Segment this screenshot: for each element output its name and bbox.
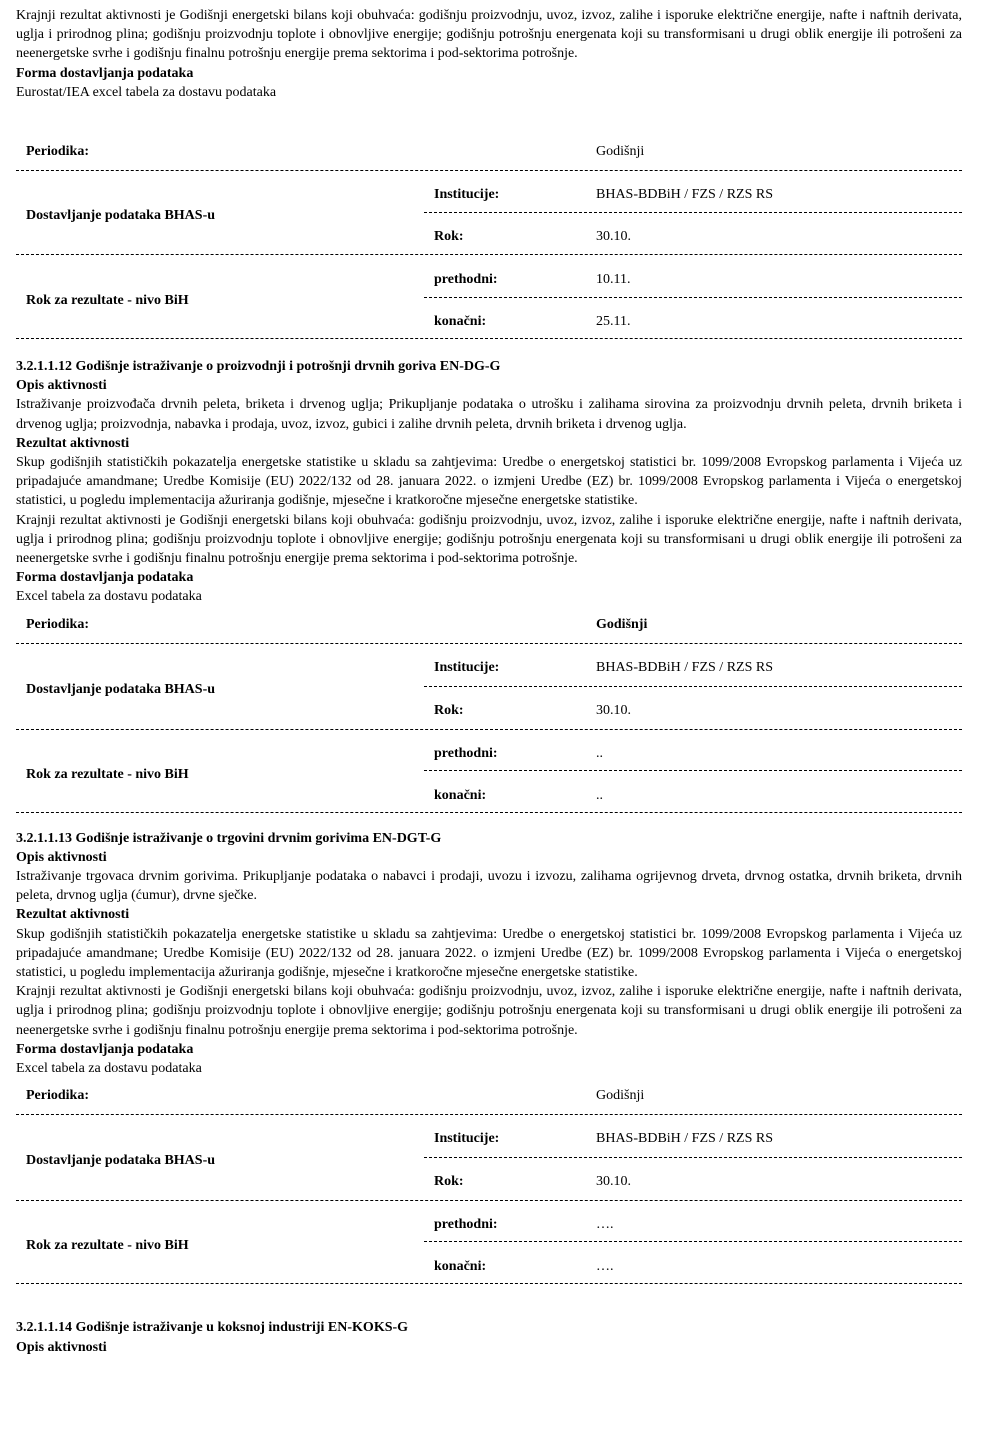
prethodni-label: prethodni: bbox=[434, 745, 498, 761]
rok-rezultate-label: Rok za rezultate - nivo BiH bbox=[26, 766, 189, 782]
divider bbox=[424, 1241, 962, 1242]
section-title: 3.2.1.1.13 Godišnje istraživanje o trgovini drvnim gorivima EN-DGT-G bbox=[16, 830, 442, 846]
prethodni-label: prethodni: bbox=[434, 272, 498, 288]
institucije-label: Institucije: bbox=[434, 659, 500, 675]
opis-heading: Opis aktivnosti bbox=[16, 1339, 107, 1355]
konacni-label: konačni: bbox=[434, 1259, 487, 1275]
prethodni-value: .. bbox=[596, 745, 603, 761]
schedule-table bbox=[16, 1078, 962, 1318]
divider bbox=[424, 212, 962, 213]
rezultat-text: Krajnji rezultat aktivnosti je Godišnji energetski bilans koji obuhvaća: godišnju proizvodnju, uvoz, izvoz, zalihe i isporuke električne energije, nafte i naftnih derivata, uglja i prirodnog plina; godišnju proizvodnju toplote i obnovljive energije; godišnju potrošnju energenata koji su transformisani u drugi oblik energije ili potrošeni za neenergetske svrhe i godišnju finalnu potrošnju energije prema sektorima i pod-sektorima potrošnje. bbox=[16, 512, 962, 567]
divider bbox=[16, 338, 962, 339]
rok-value: 30.10. bbox=[596, 229, 631, 245]
divider bbox=[16, 643, 962, 644]
rok-value: 30.10. bbox=[596, 1174, 631, 1190]
institucije-label: Institucije: bbox=[434, 1131, 500, 1147]
schedule-table bbox=[16, 102, 962, 330]
konacni-value: 25.11. bbox=[596, 314, 631, 330]
schedule-table bbox=[16, 607, 962, 829]
prethodni-value: 10.11. bbox=[596, 272, 631, 288]
dostavljanje-label: Dostavljanje podataka BHAS-u bbox=[26, 1153, 216, 1169]
konacni-value: …. bbox=[596, 1259, 614, 1275]
rezultat-text: Krajnji rezultat aktivnosti je Godišnji energetski bilans koji obuhvaća: godišnju proizvodnju, uvoz, izvoz, zalihe i isporuke električne energije, nafte i naftnih derivata, uglja i prirodnog plina; godišnju proizvodnju toplote i obnovljive energije; godišnju potrošnju energenata koji su transformisani u drugi oblik energije ili potrošeni za neenergetske svrhe i godišnju finalnu potrošnju energije prema sektorima i pod-sektorima potrošnje. bbox=[16, 984, 962, 1038]
divider bbox=[16, 254, 962, 255]
opis-heading: Opis aktivnosti bbox=[16, 378, 107, 394]
rezultat-text: Skup godišnjih statističkih pokazatelja energetske statistike u skladu sa zahtjevima: Uredbe o energetskoj statistici br. 1099/2008 Evropskog parlamenta i Vijeća uz pripadajuće amandmane; Uredbe Komisije (EU) 2022/132 od 28. januara 2022. o izmjeni Uredbe (EZ) br. 1099/2008 Evropskog parlamenta i Vijeća o energetskoj statistici, u pogledu implementacija ažuriranja godišnje, mjesečne i kratkoročne mjesečne energetske statistike. bbox=[16, 926, 962, 981]
dostavljanje-label: Dostavljanje podataka BHAS-u bbox=[26, 208, 216, 224]
institucije-value: BHAS-BDBiH / FZS / RZS RS bbox=[596, 187, 773, 203]
section-title: 3.2.1.1.14 Godišnje istraživanje u koksnoj industriji EN-KOKS-G bbox=[16, 1320, 409, 1336]
forma-heading: Forma dostavljanja podataka bbox=[16, 1041, 194, 1057]
opis-text: Istraživanje trgovaca drvnim gorivima. Prikupljanje podataka o nabavci i prodaji, uvozu i izvozu, zalihama ogrijevnog drveta, drvnog ostatka, drvnih briketa, drvnih peleta, drvnog uglja (ćumur), drvne sječke. bbox=[16, 869, 962, 904]
divider bbox=[16, 1200, 962, 1201]
forma-text: Excel tabela za dostavu podataka bbox=[16, 589, 202, 605]
prethodni-label: prethodni: bbox=[434, 1217, 498, 1233]
rezultat-heading: Rezultat aktivnosti bbox=[16, 907, 130, 923]
periodika-label: Periodika: bbox=[26, 1088, 89, 1104]
institucije-label: Institucije: bbox=[434, 187, 500, 203]
rok-rezultate-label: Rok za rezultate - nivo BiH bbox=[26, 293, 189, 309]
divider bbox=[16, 1283, 962, 1284]
konacni-value: .. bbox=[596, 787, 603, 803]
konacni-label: konačni: bbox=[434, 787, 487, 803]
divider bbox=[16, 729, 962, 730]
divider bbox=[424, 1157, 962, 1158]
rezultat-text: Skup godišnjih statističkih pokazatelja energetske statistike u skladu sa zahtjevima: Uredbe o energetskoj statistici br. 1099/2008 Evropskog parlamenta i Vijeća uz pripadajuće amandmane; Uredbe Komisije (EU) 2022/132 od 28. januara 2022. o izmjeni Uredbe (EZ) br. 1099/2008 Evropskog parlamenta i Vijeća o energetskoj statistici, u pogledu implementacija ažuriranja godišnje, mjesečne i kratkoročne mjesečne energetske statistike. bbox=[16, 455, 962, 509]
opis-text: Istraživanje proizvođača drvnih peleta, briketa i drvenog uglja; Prikupljanje podataka o utrošku i zalihama sirovina za proizvodnju drvnih peleta, drvnih briketa i drvenog uglja; proizvodnja, nabavka i prodaja, uvoz, izvoz, gubici i zalihe drvnih peleta, drvnih briketa i drvenog uglja. bbox=[16, 397, 962, 432]
rezultat-heading: Rezultat aktivnosti bbox=[16, 435, 130, 451]
institucije-value: BHAS-BDBiH / FZS / RZS RS bbox=[596, 1131, 773, 1147]
divider bbox=[16, 1114, 962, 1115]
konacni-label: konačni: bbox=[434, 314, 487, 330]
divider bbox=[424, 686, 962, 687]
periodika-value: Godišnji bbox=[596, 144, 645, 160]
rok-label: Rok: bbox=[434, 1174, 464, 1190]
institucije-value: BHAS-BDBiH / FZS / RZS RS bbox=[596, 659, 773, 675]
dostavljanje-label: Dostavljanje podataka BHAS-u bbox=[26, 681, 216, 697]
periodika-label: Periodika: bbox=[26, 144, 89, 160]
divider bbox=[16, 170, 962, 171]
rok-label: Rok: bbox=[434, 229, 464, 245]
rok-rezultate-label: Rok za rezultate - nivo BiH bbox=[26, 1238, 189, 1254]
intro-paragraph: Krajnji rezultat aktivnosti je Godišnji energetski bilans koji obuhvaća: godišnju proizvodnju, uvoz, izvoz, zalihe i isporuke električne energije, nafte i naftnih derivata, uglja i prirodnog plina; godišnju proizvodnju toplote i obnovljive energije; godišnju potrošnju energenata koji su transformisani u drugi oblik energije ili potrošeni za neenergetske svrhe i godišnju finalnu potrošnju energije prema sektorima i pod-sektorima potrošnje. bbox=[16, 8, 962, 62]
document-page bbox=[16, 6, 962, 1357]
forma-heading: Forma dostavljanja podataka bbox=[16, 65, 194, 81]
periodika-label: Periodika: bbox=[26, 616, 89, 632]
section-title: 3.2.1.1.12 Godišnje istraživanje o proizvodnji i potrošnji drvnih goriva EN-DG-G bbox=[16, 359, 501, 375]
rok-label: Rok: bbox=[434, 702, 464, 718]
rok-value: 30.10. bbox=[596, 702, 631, 718]
periodika-value: Godišnji bbox=[596, 616, 648, 632]
prethodni-value: …. bbox=[596, 1217, 614, 1233]
periodika-value: Godišnji bbox=[596, 1088, 645, 1104]
forma-heading: Forma dostavljanja podataka bbox=[16, 570, 194, 586]
forma-text: Excel tabela za dostavu podataka bbox=[16, 1061, 202, 1077]
opis-heading: Opis aktivnosti bbox=[16, 849, 107, 865]
divider bbox=[16, 812, 962, 813]
divider bbox=[424, 770, 962, 771]
forma-text: Eurostat/IEA excel tabela za dostavu podataka bbox=[16, 84, 277, 100]
divider bbox=[424, 297, 962, 298]
